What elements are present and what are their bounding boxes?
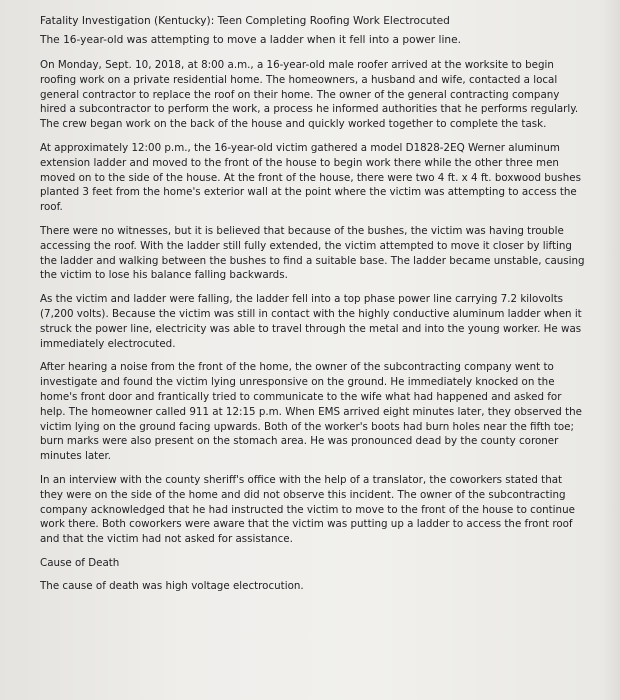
document-subtitle: The 16-year-old was attempting to move a ladder when it fell into a power line. bbox=[40, 34, 461, 46]
document-title: Fatality Investigation (Kentucky): Teen Completing Roofing Work Electrocuted bbox=[40, 15, 450, 27]
document-body bbox=[32, 14, 598, 603]
cause-of-death-text: The cause of death was high voltage electrocution. bbox=[40, 579, 304, 592]
paragraph-power-line: As the victim and ladder were falling, the ladder fell into a top phase power line carrying 7.2 kilovolts (7,200 volts). Because the victim was still in contact with the highly conductive aluminum ladder when it struck the power line, electricity was able to travel through the metal and into the young worker. He was immediately electrocuted. bbox=[40, 293, 582, 350]
paragraph-arrival: On Monday, Sept. 10, 2018, at 8:00 a.m., a 16-year-old male roofer arrived at the worksite to begin roofing work on a private residential home. The homeowners, a husband and wife, contacted a local general contractor to replace the roof on their home. The owner of the general contracting company hired a subcontractor to perform the work, a process he informed authorities that he performs regularly. The crew began work on the back of the house and quickly worked together to complete the task. bbox=[40, 59, 579, 131]
page-edge-shadow bbox=[602, 0, 620, 700]
paragraph-emergency: After hearing a noise from the front of the home, the owner of the subcontracting company went to investigate and found the victim lying unresponsive on the ground. He immediately knocked on the home's front door and frantically tried to communicate to the wife what had happened and asked for help. The homeowner called 911 at 12:15 p.m. When EMS arrived eight minutes later, they observed the victim lying on the ground facing upwards. Both of the worker's boots had burn holes near the fifth toe; burn marks were also present on the stomach area. He was pronounced dead by the county coroner minutes later. bbox=[40, 361, 582, 463]
cause-of-death-heading: Cause of Death bbox=[40, 556, 120, 569]
paragraph-interview: In an interview with the county sheriff's office with the help of a translator, the coworkers stated that they were on the side of the home and did not observe this incident. The owner of the subcontracting company acknowledged that he had instructed the victim to move to the front of the house to continue work there. Both coworkers were aware that the victim was putting up a ladder to access the front roof and that the victim had not asked for assistance. bbox=[40, 473, 575, 546]
paragraph-bushes: There were no witnesses, but it is believed that because of the bushes, the victim was having trouble accessing the roof. With the ladder still fully extended, the victim attempted to move it closer by lifting the ladder and walking between the bushes to find a suitable base. The ladder became unstable, causing the victim to lose his balance falling backwards. bbox=[40, 224, 585, 282]
paragraph-ladder: At approximately 12:00 p.m., the 16-year-old victim gathered a model D1828-2EQ Werner aluminum extension ladder and moved to the front of the house to begin work there while the other three men moved on to the side of the house. At the front of the house, there were two 4 ft. x 4 ft. boxwood bushes planted 3 feet from the home's exterior wall at the point where the victim was attempting to access the roof. bbox=[40, 141, 581, 214]
